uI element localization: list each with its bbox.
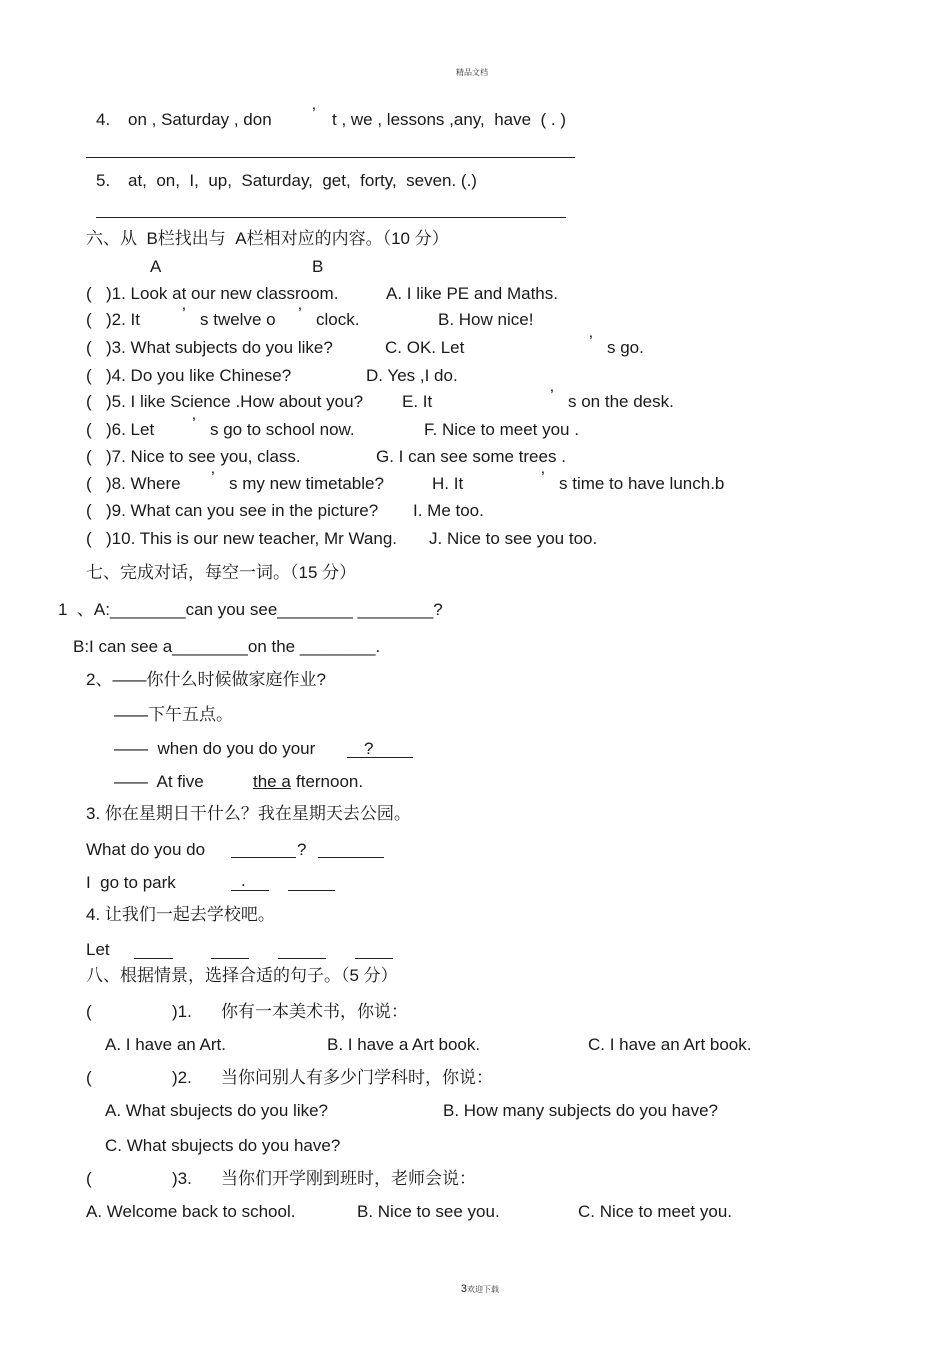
blank-line: [318, 857, 384, 858]
q8-1-opt-b: B. I have a Art book.: [327, 1035, 481, 1054]
row-8-a1: )8. Where: [106, 474, 181, 493]
q8-3-opt-c: C. Nice to meet you.: [578, 1202, 733, 1221]
row-3-paren: (: [86, 338, 92, 357]
q8-2-opt-a: A. What sbujects do you like?: [105, 1101, 329, 1120]
row-6-a1: )6. Let: [106, 420, 155, 439]
dialog-2-a-end: fternoon.: [296, 772, 364, 791]
dialog-2-answer-cn: ——下午五点。: [114, 705, 233, 724]
row-7-paren: (: [86, 447, 92, 466]
row-5-b2: s on the desk.: [568, 392, 674, 411]
blank-line: [278, 958, 326, 959]
q8-2-num: )2.: [172, 1068, 192, 1087]
header-watermark: 精品文档: [456, 68, 488, 77]
row-9-b: I. Me too.: [413, 501, 484, 520]
q5-text: at, on, I, up, Saturday, get, forty, seven. (.): [128, 171, 477, 190]
row-1-b: A. I like PE and Maths.: [386, 284, 558, 303]
q8-1-prompt: 你有一本美术书，你说：: [221, 1002, 408, 1021]
q4-text-a: on , Saturday , don: [128, 110, 272, 129]
q8-2-paren: (: [86, 1068, 92, 1087]
row-7-a: )7. Nice to see you, class.: [106, 447, 301, 466]
row-2-a1: )2. It: [106, 310, 141, 329]
dialog-2-a-underlined: the a: [253, 772, 291, 791]
footer-text: 欢迎下载: [467, 1285, 500, 1294]
row-10-b: J. Nice to see you too.: [429, 529, 598, 548]
q8-1-paren: (: [86, 1002, 92, 1021]
row-4-a: )4. Do you like Chinese?: [106, 366, 292, 385]
row-5-paren: (: [86, 392, 92, 411]
q5-num: 5.: [96, 171, 111, 190]
q8-2-opt-c: C. What sbujects do you have?: [105, 1136, 341, 1155]
row-4-paren: (: [86, 366, 92, 385]
q8-1-opt-c: C. I have an Art book.: [588, 1035, 752, 1054]
row-10-a: )10. This is our new teacher, Mr Wang.: [106, 529, 398, 548]
row-9-paren: (: [86, 501, 92, 520]
row-3-b2: s go.: [607, 338, 644, 357]
row-7-b: G. I can see some trees .: [376, 447, 566, 466]
q8-3-prompt: 当你们开学刚到班时，老师会说：: [221, 1169, 476, 1188]
row-5-b1: E. It: [402, 392, 433, 411]
dialog-2-prompt: 2、——你什么时候做家庭作业?: [86, 670, 326, 689]
q8-2-prompt: 当你问别人有多少门学科时，你说：: [221, 1068, 493, 1087]
row-2-a3: clock.: [316, 310, 360, 329]
column-a-label: A: [150, 257, 162, 276]
dialog-1-a: 1 、A:________can you see________ ________?: [58, 600, 443, 619]
row-1-paren: (: [86, 284, 92, 303]
row-5-a: )5. I like Science .How about you?: [106, 392, 364, 411]
row-5-apos: ’: [550, 386, 554, 405]
q8-1-opt-a: A. I have an Art.: [105, 1035, 226, 1054]
row-4-b: D. Yes ,I do.: [366, 366, 458, 385]
dialog-4-prompt: 4. 让我们一起去学校吧。: [86, 905, 275, 924]
answer-line-4: [86, 157, 575, 158]
row-3-apos: ’: [589, 332, 593, 351]
blank-line: [288, 890, 335, 891]
blank-line: [347, 757, 413, 758]
row-2-apos1: ’: [182, 304, 186, 323]
column-b-label: B: [312, 257, 324, 276]
section-7-title: 七、完成对话，每空一词。（15 分）: [86, 563, 357, 582]
q8-3-opt-b: B. Nice to see you.: [357, 1202, 500, 1221]
dialog-3-q: What do you do: [86, 840, 206, 859]
q4-num: 4.: [96, 110, 111, 129]
q8-2-opt-b: B. How many subjects do you have?: [443, 1101, 718, 1120]
q4-text-b: t , we , lessons ,any, have ( . ): [332, 110, 566, 129]
row-6-apos: ’: [192, 414, 196, 433]
q8-3-paren: (: [86, 1169, 92, 1188]
row-2-b: B. How nice!: [438, 310, 534, 329]
blank-line: [211, 958, 249, 959]
row-2-apos2: ’: [298, 304, 302, 323]
row-8-apos2: ’: [541, 468, 545, 487]
section-6-title: 六、从 B栏找出与 A栏相对应的内容。（10 分）: [86, 229, 449, 248]
row-8-apos1: ’: [211, 468, 215, 487]
q4-apos: ’: [312, 104, 316, 123]
dialog-3-prompt: 3. 你在星期日干什么？我在星期天去公园。: [86, 804, 411, 823]
row-8-paren: (: [86, 474, 92, 493]
row-9-a: )9. What can you see in the picture?: [106, 501, 379, 520]
row-8-a2: s my new timetable?: [229, 474, 384, 493]
dialog-2-q: —— when do you do your: [114, 739, 316, 758]
page-number: 3: [460, 1283, 468, 1295]
dialog-4-let: Let: [86, 940, 110, 959]
row-8-b1: H. It: [432, 474, 464, 493]
dialog-2-q-mark: ?: [364, 739, 374, 758]
dialog-3-a: I go to park: [86, 873, 176, 892]
blank-line: [231, 857, 296, 858]
answer-line-5: [96, 217, 566, 218]
row-2-paren: (: [86, 310, 92, 329]
dialog-3-q-mark: ?: [297, 840, 307, 859]
blank-line: [134, 958, 173, 959]
row-2-a2: s twelve o: [200, 310, 276, 329]
row-3-b1: C. OK. Let: [385, 338, 465, 357]
dialog-1-b: B:I can see a________on the ________.: [73, 637, 381, 656]
row-6-paren: (: [86, 420, 92, 439]
row-1-a: )1. Look at our new classroom.: [106, 284, 339, 303]
dialog-3-a-dot: .: [241, 871, 246, 890]
section-8-title: 八、根据情景，选择合适的句子。（5 分）: [86, 966, 398, 985]
q8-3-num: )3.: [172, 1169, 192, 1188]
q8-1-num: )1.: [172, 1002, 192, 1021]
q8-3-opt-a: A. Welcome back to school.: [86, 1202, 296, 1221]
page-footer: [452, 1261, 499, 1297]
row-6-b: F. Nice to meet you .: [424, 420, 579, 439]
row-3-a: )3. What subjects do you like?: [106, 338, 333, 357]
row-8-b2: s time to have lunch.b: [559, 474, 725, 493]
dialog-2-a: —— At five: [114, 772, 204, 791]
blank-line: [231, 890, 269, 891]
row-10-paren: (: [86, 529, 92, 548]
blank-line: [355, 958, 393, 959]
row-6-a2: s go to school now.: [210, 420, 355, 439]
